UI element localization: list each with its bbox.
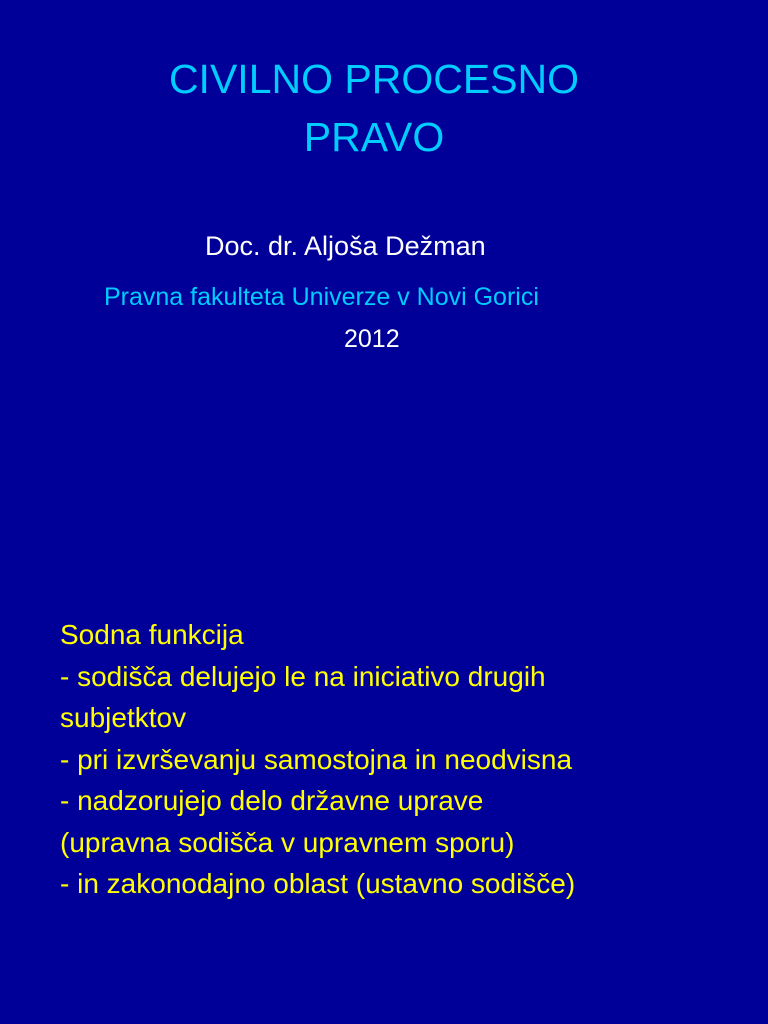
slide-title-line-2: PRAVO	[303, 114, 445, 160]
body-line-2: - sodišča delujejo le na iniciativo drugih	[60, 660, 546, 692]
body-line-6: (upravna sodišča v upravnem sporu)	[60, 826, 515, 858]
body-line-3: subjetktov	[60, 702, 187, 733]
body-line-4: - pri izvrševanju samostojna in neodvisna	[60, 743, 573, 775]
slide-title-line-1: CIVILNO PROCESNO	[168, 56, 580, 102]
body-line-1: Sodna funkcija	[60, 619, 244, 650]
author-name: Doc. dr. Aljoša Dežman	[205, 231, 486, 261]
year: 2012	[344, 325, 400, 353]
faculty-name: Pravna fakulteta Univerze v Novi Gorici	[104, 283, 539, 311]
body-line-7: - in zakonodajno oblast (ustavno sodišče)	[60, 868, 576, 899]
body-text	[60, 614, 760, 905]
slide-title	[0, 50, 748, 166]
body-line-5: - nadzorujejo delo državne uprave	[60, 785, 484, 816]
